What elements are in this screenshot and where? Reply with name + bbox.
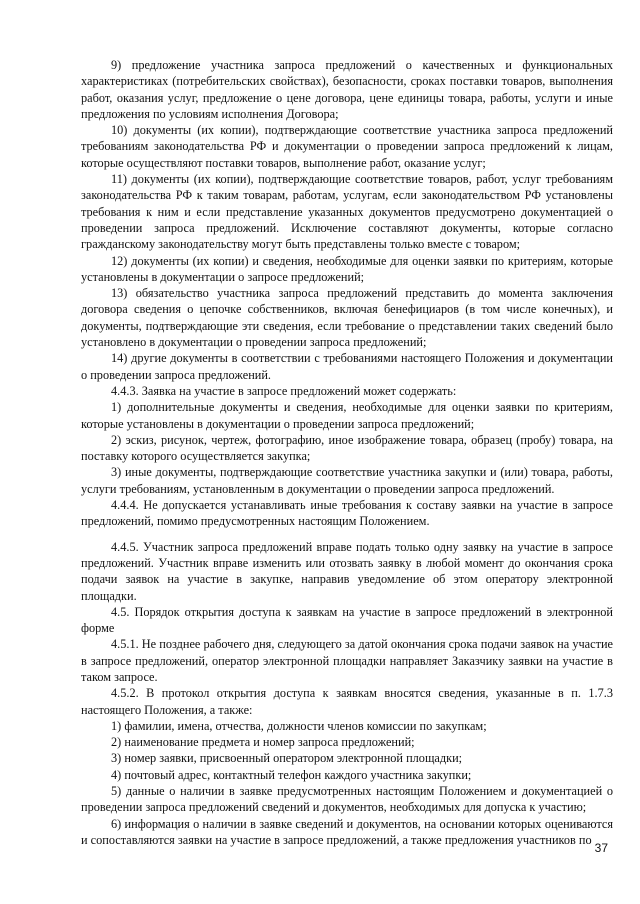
paragraph-4-5-1: 4.5.1. Не позднее рабочего дня, следующего за датой окончания срока подачи заявок на участие в запросе предложений, оператор электронной площадки направляет Заказчику заявки на участие в таком запросе. <box>81 637 613 684</box>
paragraph-4-4-3-item-2: 2) эскиз, рисунок, чертеж, фотографию, иное изображение товара, образец (пробу) товара, на поставку которого осуществляется закупка; <box>81 432 613 464</box>
page-number: 37 <box>594 841 608 855</box>
document-body <box>81 57 613 848</box>
paragraph-gap <box>81 530 613 539</box>
paragraph-item-14: 14) другие документы в соответствии с требованиями настоящего Положения и документации о проведении запроса предложений. <box>81 351 613 382</box>
paragraph-item-9: 9) предложение участника запроса предложений о качественных и функциональных характеристиках (потребительских свойствах), безопасности, сроках поставки товаров, выполнения работ, оказания услуг, предложение о цене договора, цене единицы товара, работы, услуги и иные предложения по условиям исполнения Договора; <box>81 58 613 121</box>
paragraph-4-5-2-item-6: 6) информация о наличии в заявке сведений и документов, на основании которых оцениваются и сопоставляются заявки на участие в запросе предложений, а также предложения участников по <box>81 816 613 847</box>
paragraph-item-11: 11) документы (их копии), подтверждающие соответствие товаров, работ, услуг требованиям законодательства РФ к таким товарам, работам, услугам, если законодательством РФ установлены требования к ним и если представление указанных документов предусмотрено документацией о проведении запроса предложений. Исключение составляют документы, которые согласно гражданскому законодательству могут быть представлены только вместе с товаром; <box>81 172 613 252</box>
paragraph-4-5-2-item-4: 4) почтовый адрес, контактный телефон каждого участника закупки; <box>111 767 472 782</box>
paragraph-item-13: 13) обязательство участника запроса предложений представить до момента заключения договора сведения о цепочке собственников, включая бенефициаров (в том числе конечных), и документы, подтверждающие эти сведения, если требование о представлении таких сведений было установлено в документации о проведении запроса предложений; <box>81 286 613 350</box>
paragraph-4-4-4: 4.4.4. Не допускается устанавливать иные требования к составу заявки на участие в запросе предложений, помимо предусмотренных настоящим Положением. <box>81 498 613 529</box>
paragraph-4-4-3-item-3: 3) иные документы, подтверждающие соответствие участника закупки и (или) товара, работы, услуги требованиям, установленным в документации о проведении запроса предложений. <box>81 465 613 496</box>
paragraph-4-4-5: 4.4.5. Участник запроса предложений вправе подать только одну заявку на участие в запросе предложений. Участник вправе изменить или отозвать заявку в любой момент до окончания срока подачи заявок на участие в закупке, направив уведомление об этом оператору электронной площадки. <box>81 539 613 603</box>
paragraph-4-5-2-item-2: 2) наименование предмета и номер запроса предложений; <box>111 735 415 750</box>
paragraph-4-5-2-item-5: 5) данные о наличии в заявке предусмотренных настоящим Положением и документацией о проведении запроса предложений сведений и документов, необходимых для допуска к участию; <box>81 784 613 815</box>
paragraph-4-4-3-item-1: 1) дополнительные документы и сведения, необходимые для оценки заявки по критериям, которые установлены в документации о проведении запроса предложений; <box>81 400 613 431</box>
paragraph-item-12: 12) документы (их копии) и сведения, необходимые для оценки заявки по критериям, которые установлены в документации о запросе предложений; <box>81 253 613 284</box>
section-heading-4-5: 4.5. Порядок открытия доступа к заявкам на участие в запросе предложений в электронной форме <box>81 604 613 636</box>
paragraph-4-5-2-item-1: 1) фамилии, имена, отчества, должности членов комиссии по закупкам; <box>111 718 487 733</box>
paragraph-4-5-2: 4.5.2. В протокол открытия доступа к заявкам вносятся сведения, указанные в п. 1.7.3 настоящего Положения, а также: <box>81 686 613 717</box>
paragraph-item-10: 10) документы (их копии), подтверждающие соответствие участника запроса предложений требованиям законодательства РФ и документации о проведении запроса предложений к лицам, которые осуществляют поставки товаров, выполнение работ, оказание услуг; <box>81 123 613 170</box>
paragraph-4-4-3: 4.4.3. Заявка на участие в запросе предложений может содержать: <box>111 383 457 398</box>
paragraph-4-5-2-item-3: 3) номер заявки, присвоенный оператором электронной площадки; <box>111 751 463 766</box>
